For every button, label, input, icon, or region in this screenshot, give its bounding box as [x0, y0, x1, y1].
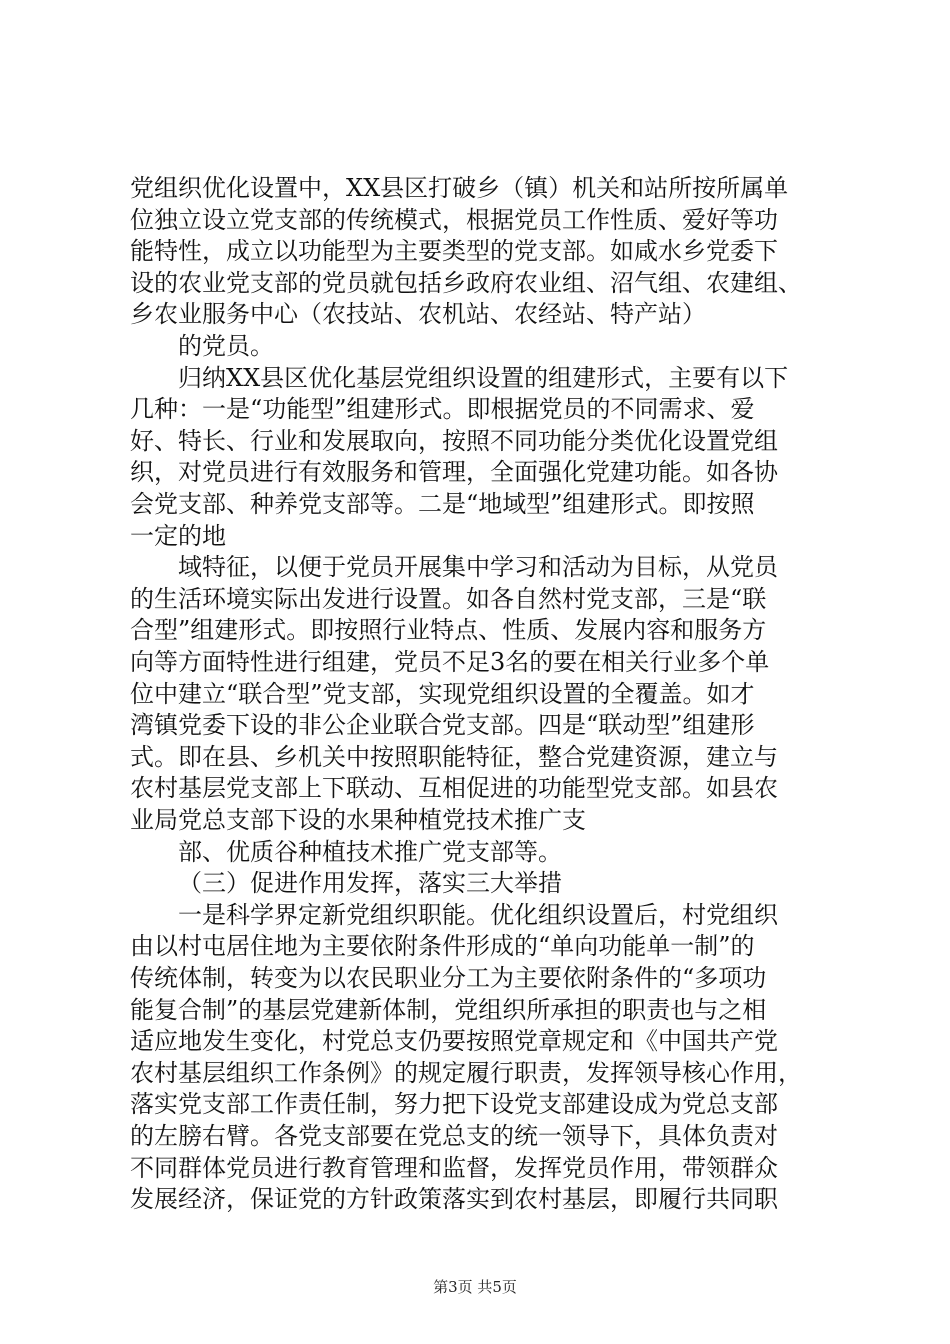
text-line: 好、特长、行业和发展取向，按照不同功能分类优化设置党组: [130, 427, 778, 455]
text-line: 域特征，以便于党员开展集中学习和活动为目标，从党员: [178, 553, 778, 581]
text-line: 湾镇党委下设的非公企业联合党支部。四是“联动型”组建形: [130, 711, 755, 739]
text-line: 的左膀右臂。各党支部要在党总支的统一领导下，具体负责对: [130, 1122, 778, 1150]
text-line: 会党支部、种养党支部等。二是“地域型”组建形式。即按照: [130, 490, 755, 518]
text-line: 式。即在县、乡机关中按照职能特征，整合党建资源，建立与: [130, 743, 778, 771]
text-line: 发展经济，保证党的方针政策落实到农村基层，即履行共同职: [130, 1185, 778, 1213]
text-line: 一定的地: [130, 522, 226, 550]
text-line: 能复合制”的基层党建新体制，党组织所承担的职责也与之相: [130, 996, 767, 1024]
text-line: 由以村屯居住地为主要依附条件形成的“单向功能单一制”的: [130, 932, 755, 960]
text-line: 农村基层党支部上下联动、互相促进的功能型党支部。如县农: [130, 774, 778, 802]
text-line: 不同群体党员进行教育管理和监督，发挥党员作用，带领群众: [130, 1154, 778, 1182]
page-footer: 第3页 共5页: [433, 1278, 517, 1296]
text-line: 归纳XX县区优化基层党组织设置的组建形式，主要有以下: [178, 364, 789, 392]
text-line: 的生活环境实际出发进行设置。如各自然村党支部，三是“联: [130, 585, 767, 613]
text-line: 设的农业党支部的党员就包括乡政府农业组、沼气组、农建组、: [130, 269, 802, 297]
text-line: 向等方面特性进行组建，党员不足3名的要在相关行业多个单: [130, 648, 770, 676]
text-line: 党组织优化设置中，XX县区打破乡（镇）机关和站所按所属单: [130, 174, 789, 202]
text-line: 适应地发生变化，村党总支仍要按照党章规定和《中国共产党: [130, 1027, 778, 1055]
section-heading: （三）促进作用发挥，落实三大举措: [178, 869, 562, 897]
text-line: 传统体制，转变为以农民职业分工为主要依附条件的“多项功: [130, 964, 767, 992]
text-line: 的党员。: [178, 332, 274, 360]
text-line: 乡农业服务中心（农技站、农机站、农经站、特产站）: [130, 300, 706, 328]
text-line: 几种：一是“功能型”组建形式。即根据党员的不同需求、爱: [130, 395, 755, 423]
text-line: 部、优质谷种植技术推广党支部等。: [178, 838, 562, 866]
text-line: 农村基层组织工作条例》的规定履行职责，发挥领导核心作用，: [130, 1059, 802, 1087]
text-line: 合型”组建形式。即按照行业特点、性质、发展内容和服务方: [130, 616, 767, 644]
text-line: 位中建立“联合型”党支部，实现党组织设置的全覆盖。如才: [130, 680, 755, 708]
text-line: 位独立设立党支部的传统模式，根据党员工作性质、爱好等功: [130, 206, 778, 234]
text-line: 业局党总支部下设的水果种植党技术推广支: [130, 806, 586, 834]
text-line: 落实党支部工作责任制，努力把下设党支部建设成为党总支部: [130, 1090, 778, 1118]
text-line: 织，对党员进行有效服务和管理，全面强化党建功能。如各协: [130, 458, 778, 486]
text-line: 能特性，成立以功能型为主要类型的党支部。如咸水乡党委下: [130, 237, 778, 265]
text-line: 一是科学界定新党组织职能。优化组织设置后，村党组织: [178, 901, 778, 929]
